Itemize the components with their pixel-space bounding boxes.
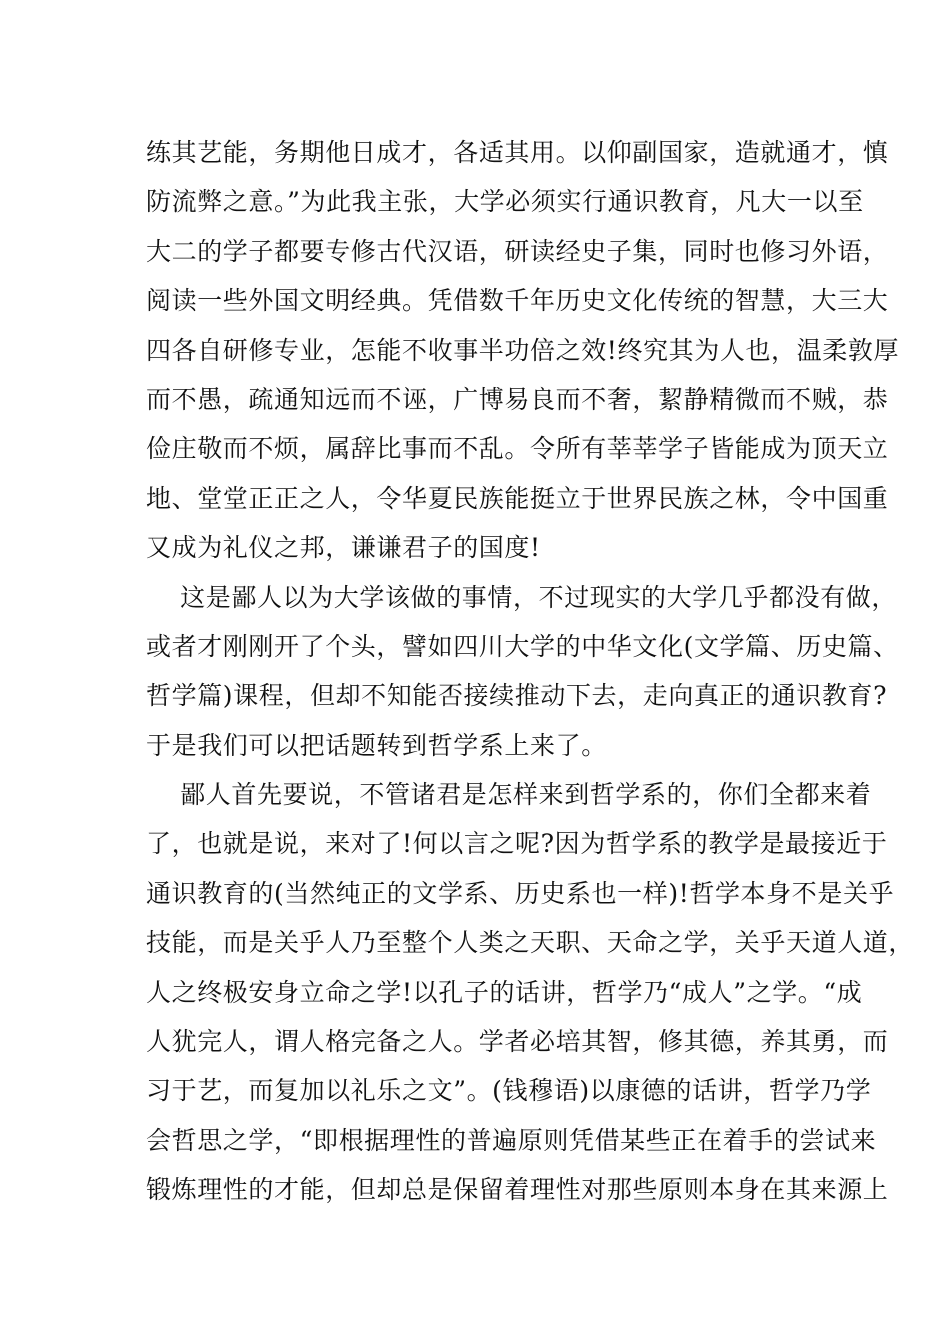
text-line: 技能，而是关乎人乃至整个人类之天职、天命之学，关乎天道人道，: [146, 928, 915, 958]
text-line: 于是我们可以把话题转到哲学系上来了。: [146, 730, 607, 760]
text-line: 地、堂堂正正之人，令华夏民族能挺立于世界民族之林，令中国重: [146, 483, 889, 513]
paragraph-3: [146, 770, 915, 1215]
text-line: 防流弊之意。”为此我主张，大学必须实行通识教育，凡大一以至: [146, 187, 864, 217]
text-line: 习于艺，而复加以礼乐之文”。(钱穆语)以康德的话讲，哲学乃学: [146, 1076, 872, 1106]
text-line: 阅读一些外国文明经典。凭借数千年历史文化传统的智慧，大三大: [146, 286, 889, 316]
text-line: 了，也就是说，来对了!何以言之呢?因为哲学系的教学是最接近于: [146, 829, 888, 859]
text-line: 鄙人首先要说，不管诸君是怎样来到哲学系的，你们全都来着: [146, 780, 872, 810]
text-line: 又成为礼仪之邦，谦谦君子的国度!: [146, 533, 541, 563]
text-line: 人之终极安身立命之学!以孔子的话讲，哲学乃“成人”之学。“成: [146, 977, 863, 1007]
text-line: 哲学篇)课程，但却不知能否接续推动下去，走向真正的通识教育?: [146, 681, 888, 711]
text-line: 俭庄敬而不烦，属辞比事而不乱。令所有莘莘学子皆能成为顶天立: [146, 434, 889, 464]
text-line: 大二的学子都要专修古代汉语，研读经史子集，同时也修习外语，: [146, 236, 889, 266]
paragraph-1: [146, 128, 900, 573]
text-line: 这是鄙人以为大学该做的事情，不过现实的大学几乎都没有做，: [146, 582, 897, 612]
text-line: 通识教育的(当然纯正的文学系、历史系也一样)!哲学本身不是关乎: [146, 878, 895, 908]
text-line: 练其艺能，务期他日成才，各适其用。以仰副国家，造就通才，慎: [146, 138, 889, 167]
text-line: 或者才刚刚开了个头，譬如四川大学的中华文化(文学篇、历史篇、: [146, 631, 899, 661]
text-line: 会哲思之学，“即根据理性的普遍原则凭借某些正在着手的尝试来: [146, 1125, 877, 1155]
text-line: 人犹完人，谓人格完备之人。学者必培其智，修其德，养其勇，而: [146, 1027, 889, 1057]
paragraph-2: [146, 573, 899, 771]
body-text: [146, 128, 915, 1215]
text-line: 四各自研修专业，怎能不收事半功倍之效!终究其为人也，温柔敦厚: [146, 335, 900, 365]
text-line: 锻炼理性的才能，但却总是保留着理性对那些原则本身在其来源上: [146, 1175, 889, 1205]
text-line: 而不愚，疏通知远而不诬，广博易良而不奢，絜静精微而不贼，恭: [146, 384, 889, 414]
